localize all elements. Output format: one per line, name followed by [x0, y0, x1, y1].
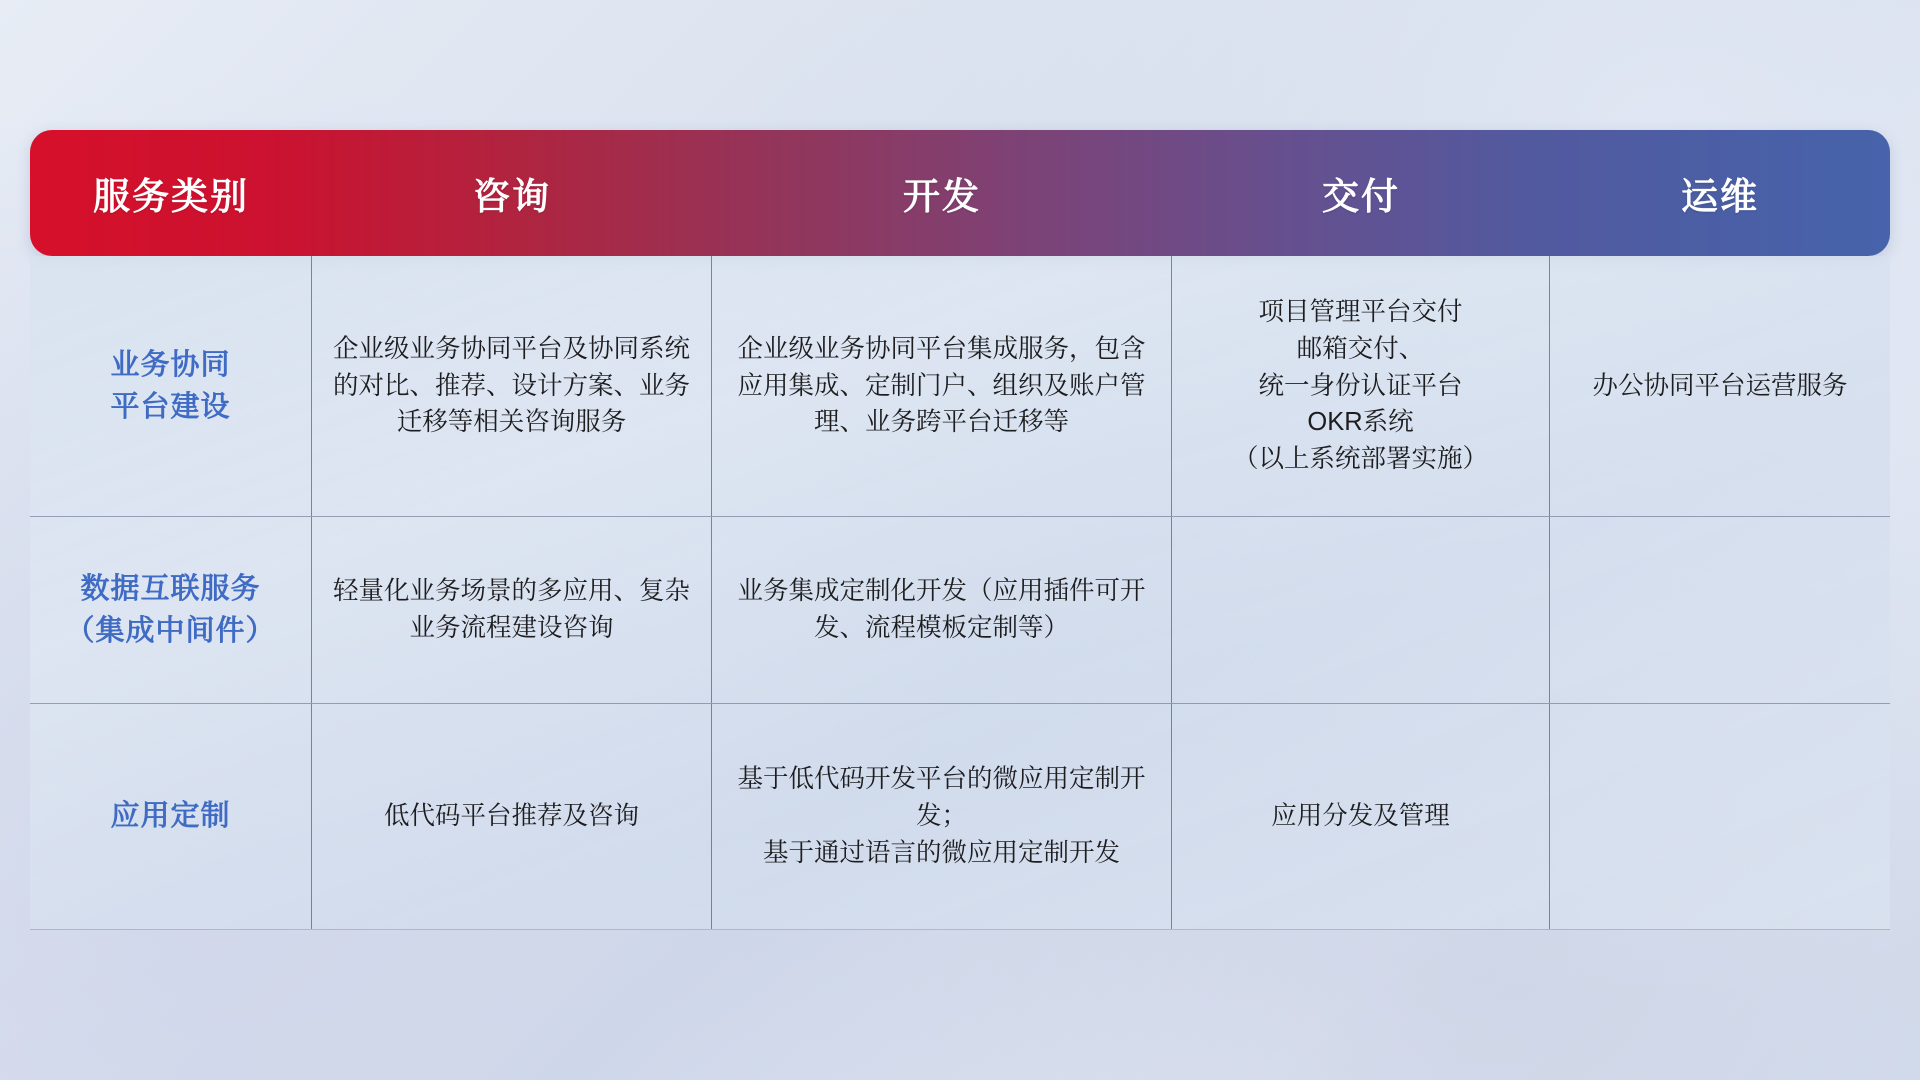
row-consulting-cell	[312, 256, 712, 516]
row-operations-cell	[1550, 517, 1890, 703]
header-label-delivery: 交付	[1322, 176, 1400, 217]
table-header-cell-service-category	[30, 130, 312, 256]
row-category-label: 应用定制	[110, 800, 231, 833]
table-header-cell-delivery	[1172, 130, 1550, 256]
row-development-text: 基于低代码开发平台的微应用定制开发； 基于通过语言的微应用定制开发	[737, 765, 1146, 867]
row-operations-cell	[1550, 704, 1890, 929]
table-body	[30, 256, 1890, 930]
row-delivery-text: 项目管理平台交付 邮箱交付、 统一身份认证平台 OKR系统 （以上系统部署实施）	[1232, 297, 1488, 474]
row-development-text: 企业级业务协同平台集成服务，包含应用集成、定制门户、组织及账户管理、业务跨平台迁移等	[737, 334, 1146, 437]
header-label-service-category: 服务类别	[93, 176, 249, 217]
row-development-cell	[712, 256, 1172, 516]
table-row	[30, 517, 1890, 704]
row-consulting-cell	[312, 517, 712, 703]
table-row	[30, 704, 1890, 929]
row-category-cell	[30, 517, 312, 703]
table-header-row	[30, 130, 1890, 256]
row-consulting-text: 企业级业务协同平台及协同系统的对比、推荐、设计方案、业务迁移等相关咨询服务	[332, 334, 690, 437]
header-label-development: 开发	[903, 176, 981, 217]
row-delivery-text: 应用分发及管理	[1271, 802, 1450, 831]
row-consulting-text: 轻量化业务场景的多应用、复杂业务流程建设咨询	[332, 577, 690, 642]
row-delivery-cell	[1172, 704, 1550, 929]
header-label-consulting: 咨询	[473, 176, 551, 217]
row-development-cell	[712, 704, 1172, 929]
table-row	[30, 256, 1890, 517]
row-development-cell	[712, 517, 1172, 703]
row-delivery-cell	[1172, 517, 1550, 703]
row-category-label: 数据互联服务 （集成中间件）	[65, 572, 276, 647]
row-category-cell	[30, 256, 312, 516]
table-header-cell-operations	[1550, 130, 1890, 256]
service-matrix-table	[30, 130, 1890, 930]
table-header-cell-development	[712, 130, 1172, 256]
row-consulting-text: 低代码平台推荐及咨询	[383, 802, 639, 831]
header-label-operations: 运维	[1681, 176, 1759, 217]
row-development-text: 业务集成定制化开发（应用插件可开发、流程模板定制等）	[737, 577, 1146, 642]
row-delivery-cell	[1172, 256, 1550, 516]
row-consulting-cell	[312, 704, 712, 929]
table-header-cell-consulting	[312, 130, 712, 256]
row-operations-text: 办公协同平台运营服务	[1592, 371, 1848, 400]
row-category-label: 业务协同 平台建设	[110, 348, 231, 423]
row-operations-cell	[1550, 256, 1890, 516]
row-category-cell	[30, 704, 312, 929]
